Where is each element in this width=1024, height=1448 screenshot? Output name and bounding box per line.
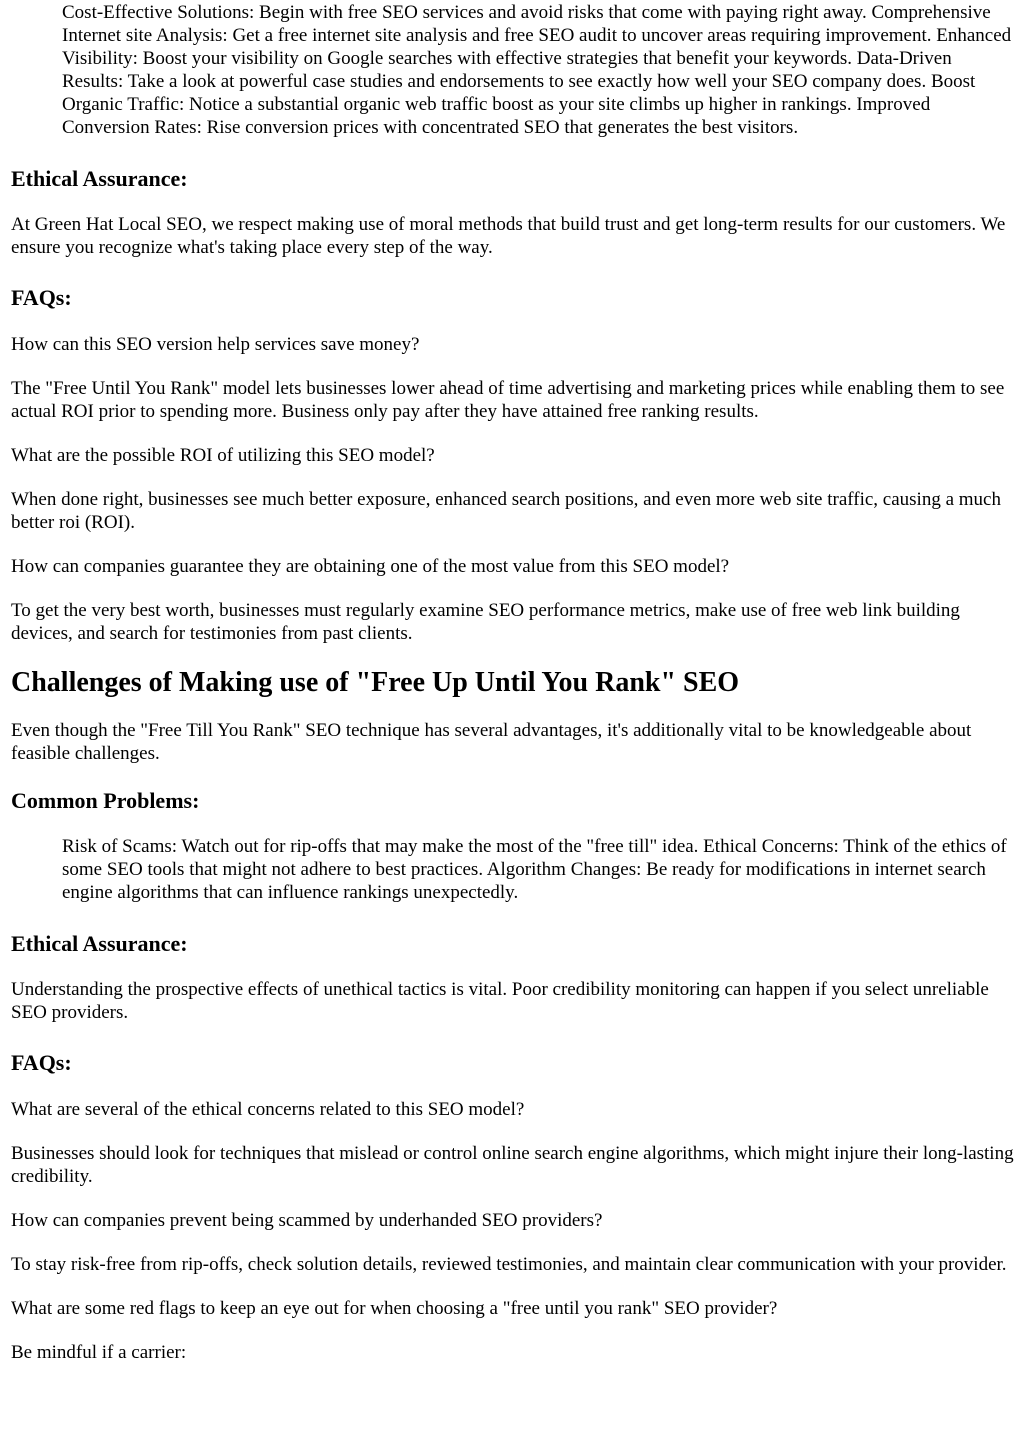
faqs-heading: FAQs: <box>11 285 72 310</box>
faq-question: What are some red flags to keep an eye out for when choosing a "free until you rank" SEO provider? <box>11 1298 778 1319</box>
ethical-assurance-heading: Ethical Assurance: <box>11 931 188 956</box>
faq-answer: Be mindful if a carrier: <box>11 1342 187 1363</box>
challenges-section-title: Challenges of Making use of "Free Up Until You Rank" SEO <box>11 667 740 698</box>
faq-answer: When done right, businesses see much better exposure, enhanced search positions, and even more web site traffic, causing a much better roi (ROI). <box>11 489 1001 533</box>
faq-question: How can companies prevent being scammed by underhanded SEO providers? <box>11 1210 603 1231</box>
ethical-assurance-heading: Ethical Assurance: <box>11 166 188 191</box>
common-problems-heading: Common Problems: <box>11 788 200 813</box>
faq-answer: To stay risk-free from rip-offs, check solution details, reviewed testimonies, and maintain clear communication with your provider. <box>11 1254 1007 1275</box>
benefits-list: Cost-Effective Solutions: Begin with free SEO services and avoid risks that come with paying right away. Comprehensive Internet site Analysis: Get a free internet site analysis and free SEO audit to uncover areas requiring improvement. Enhanced Visibility: Boost your visibility on Google searches with effective strategies that benefit your keywords. Data-Driven Results: Take a look at powerful case studies and endorsements to see exactly how well your SEO company does. Boost Organic Traffic: Notice a substantial organic web traffic boost as your site climbs up higher in rankings. Improved Conversion Rates: Rise conversion prices with concentrated SEO that generates the best visitors. <box>62 2 1012 138</box>
challenges-intro: Even though the "Free Till You Rank" SEO technique has several advantages, it's additionally vital to be knowledgeable about feasible challenges. <box>11 720 972 764</box>
ethical-assurance-text: At Green Hat Local SEO, we respect making use of moral methods that build trust and get long-term results for our customers. We ensure you recognize what's taking place every step of the way. <box>11 214 1006 258</box>
faq-question: How can this SEO version help services save money? <box>11 334 420 355</box>
faq-answer: Businesses should look for techniques that mislead or control online search engine algorithms, which might injure their long-lasting credibility. <box>11 1143 1014 1187</box>
faq-question: How can companies guarantee they are obtaining one of the most value from this SEO model? <box>11 556 730 577</box>
common-problems-list: Risk of Scams: Watch out for rip-offs that may make the most of the "free till" idea. Ethical Concerns: Think of the ethics of some SEO tools that might not adhere to best practices. Algorithm Changes: Be ready for modifications in internet search engine algorithms that can influence rankings unexpectedly. <box>62 836 1007 903</box>
ethical-assurance-text: Understanding the prospective effects of unethical tactics is vital. Poor credibility monitoring can happen if you select unreliable SEO providers. <box>11 979 989 1023</box>
faq-question: What are the possible ROI of utilizing this SEO model? <box>11 445 435 466</box>
faq-answer: The "Free Until You Rank" model lets businesses lower ahead of time advertising and marketing prices while enabling them to see actual ROI prior to spending more. Business only pay after they have attained free ranking results. <box>11 378 1005 422</box>
faq-answer: To get the very best worth, businesses must regularly examine SEO performance metrics, make use of free web link building devices, and search for testimonies from past clients. <box>11 600 960 644</box>
faq-question: What are several of the ethical concerns related to this SEO model? <box>11 1099 525 1120</box>
faqs-heading: FAQs: <box>11 1050 72 1075</box>
